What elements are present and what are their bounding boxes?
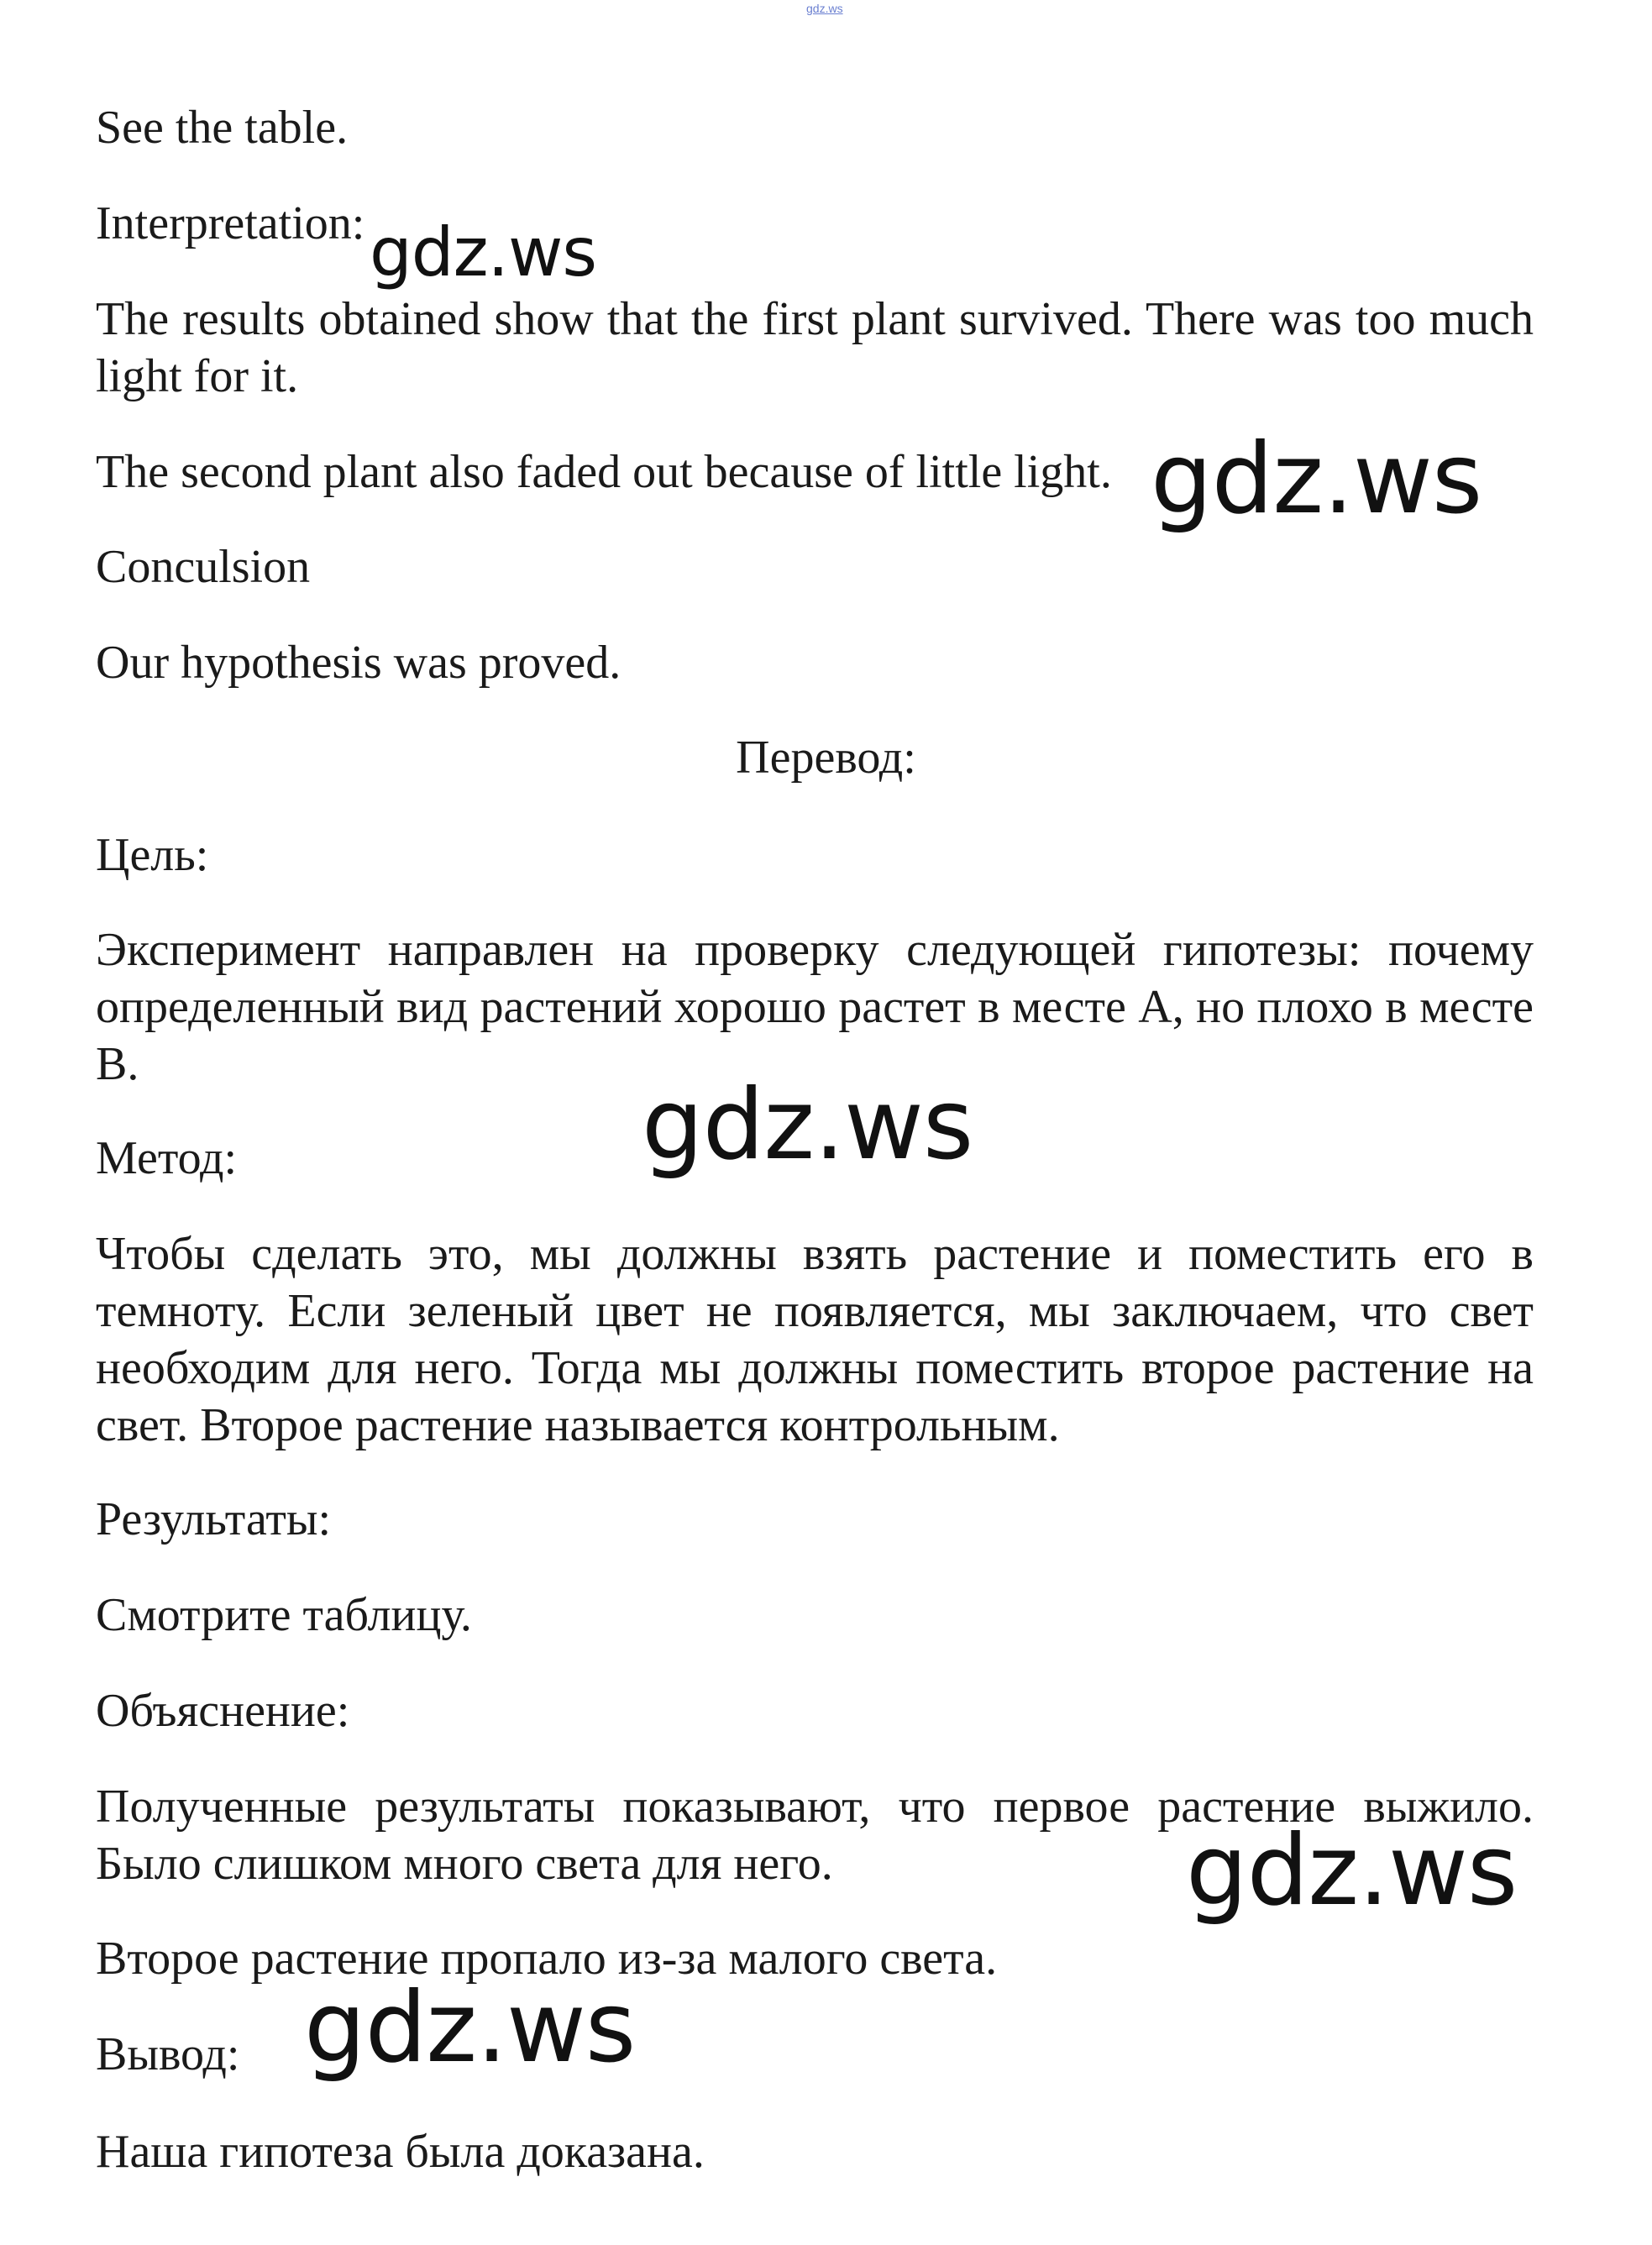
watermark-5: gdz.ws [304,1971,636,2085]
results-text: Смотрите таблицу. [96,1589,472,1641]
method-text: Чтобы сделать это, мы должны взять растение и поместить его в темноту. Если зеленый цвет не появляется, мы заключаем, что свет необходим для него. Тогда мы должны поместить второе растение на свет. Второе растение называется контрольным. [96,1228,1534,1451]
conclusion-label-translation: Вывод: [96,2028,240,2080]
translation-heading: Перевод: [736,732,916,784]
conclusion-label: Conculsion [96,541,311,593]
goal-text: Эксперимент направлен на проверку следующей гипотезы: почему определенный вид растений хорошо растет в месте А, но плохо в месте В. [96,924,1534,1090]
conclusion-text-translation: Наша гипотеза была доказана. [96,2126,705,2178]
second-plant-text: The second plant also faded out because of little light. [96,446,1112,498]
method-label: Метод: [96,1132,238,1184]
watermark-3: gdz.ws [642,1068,973,1182]
goal-label: Цель: [96,829,209,881]
header-watermark: gdz.ws [806,2,843,15]
see-table-text: See the table. [96,102,349,154]
watermark-4: gdz.ws [1186,1814,1518,1928]
watermark-2: gdz.ws [1151,422,1482,536]
watermark-1: gdz.ws [370,213,597,291]
interpretation-label: Interpretation: [96,197,365,249]
results-label: Результаты: [96,1493,331,1545]
interpretation-text: The results obtained show that the first plant survived. There was too much light for it. [96,293,1534,402]
explanation-label: Объяснение: [96,1685,350,1737]
conclusion-text: Our hypothesis was proved. [96,637,621,689]
explanation-text: Полученные результаты показывают, что первое растение выжило. Было слишком много света для него. [96,1781,1534,1890]
second-plant-translation: Второе растение пропало из-за малого света. [96,1933,998,1985]
